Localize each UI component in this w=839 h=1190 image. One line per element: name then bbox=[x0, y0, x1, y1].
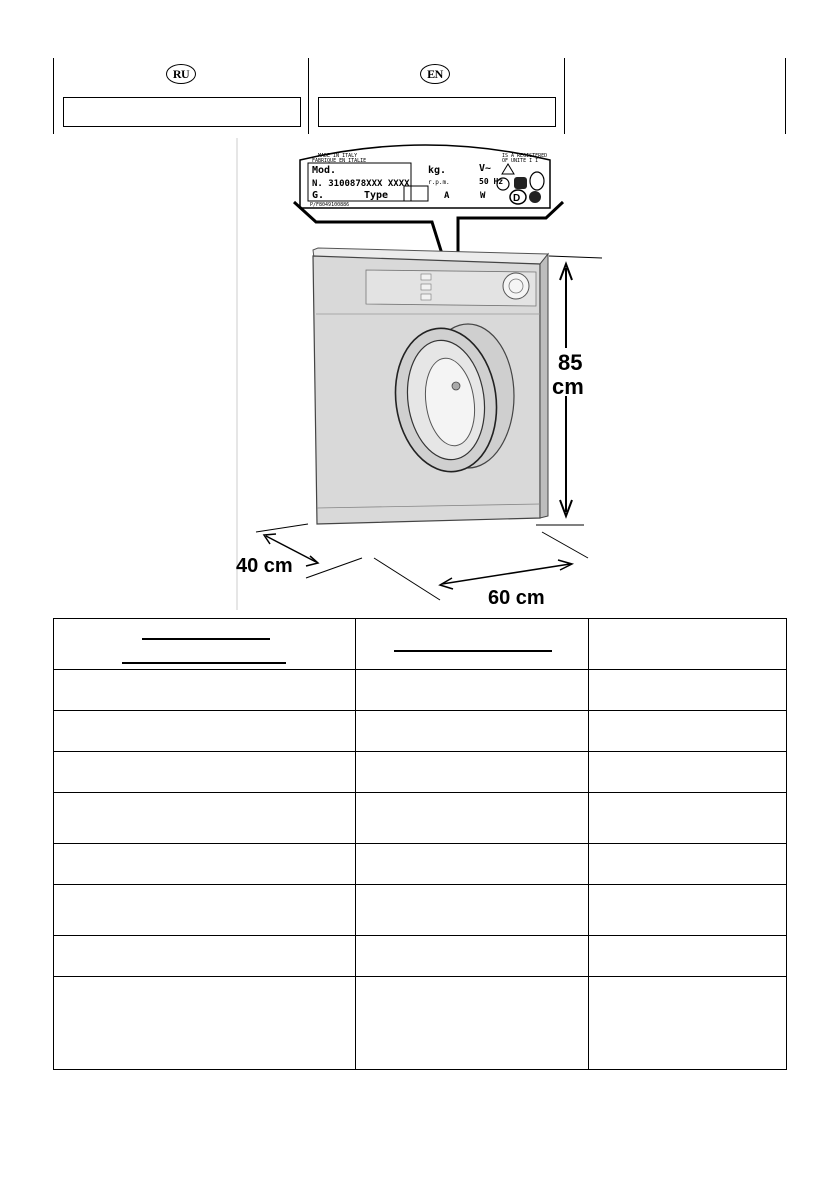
header-divider-1 bbox=[308, 58, 309, 134]
table-cell bbox=[356, 977, 589, 1070]
lang-title-box-en bbox=[318, 97, 556, 127]
d-mark-text: D bbox=[513, 193, 521, 204]
label-fabrique: FABRIQUE EN ITALIE bbox=[312, 158, 367, 164]
label-kg: kg. bbox=[428, 165, 447, 176]
table-row bbox=[54, 977, 787, 1070]
rating-plate bbox=[300, 145, 550, 208]
width-dimension bbox=[374, 532, 588, 609]
lang-badge-en bbox=[420, 64, 450, 84]
table-cell bbox=[54, 977, 356, 1070]
table-cell bbox=[54, 711, 356, 752]
table-cell bbox=[356, 844, 589, 885]
table-header-row bbox=[54, 619, 787, 670]
table-cell bbox=[54, 885, 356, 936]
table-cell bbox=[589, 936, 787, 977]
label-hz: 50 Hz bbox=[479, 177, 504, 186]
table-cell bbox=[356, 670, 589, 711]
cert-dark-icon bbox=[529, 191, 541, 203]
table-row bbox=[54, 711, 787, 752]
depth-value: 40 cm bbox=[236, 555, 293, 577]
cert-badge-icon bbox=[514, 177, 527, 189]
table-cell bbox=[356, 752, 589, 793]
header-divider-2 bbox=[564, 58, 565, 134]
table-cell bbox=[589, 793, 787, 844]
lang-code-en: EN bbox=[427, 66, 443, 81]
header-divider-left bbox=[53, 58, 54, 134]
header-divider-right bbox=[785, 58, 786, 134]
table-cell bbox=[589, 844, 787, 885]
table-cell bbox=[589, 670, 787, 711]
label-volt: V~ bbox=[479, 163, 492, 174]
lang-title-box-ru bbox=[63, 97, 301, 127]
table-cell bbox=[356, 793, 589, 844]
table-cell bbox=[54, 752, 356, 793]
table-cell bbox=[589, 977, 787, 1070]
width-value: 60 cm bbox=[488, 587, 545, 609]
table-cell bbox=[356, 711, 589, 752]
spec-table bbox=[53, 618, 787, 1070]
table-cell bbox=[54, 670, 356, 711]
washing-machine bbox=[313, 248, 548, 524]
lang-badge-ru bbox=[166, 64, 196, 84]
height-unit: cm bbox=[552, 374, 584, 399]
table-cell bbox=[54, 936, 356, 977]
header-cell bbox=[54, 619, 356, 670]
label-mod: Mod. bbox=[312, 165, 337, 176]
table-cell bbox=[589, 752, 787, 793]
table-cell bbox=[356, 936, 589, 977]
label-watt: W bbox=[480, 191, 486, 201]
label-rpm: r.p.m. bbox=[428, 179, 450, 186]
header-cell bbox=[589, 619, 787, 670]
table-cell bbox=[54, 793, 356, 844]
table-cell bbox=[54, 844, 356, 885]
table-cell bbox=[589, 885, 787, 936]
label-amp: A bbox=[444, 191, 450, 201]
table-row bbox=[54, 844, 787, 885]
table-row bbox=[54, 793, 787, 844]
table-row bbox=[54, 752, 787, 793]
label-g: G. bbox=[312, 190, 325, 201]
label-serial: N. 3100878XXX XXXX bbox=[312, 179, 410, 189]
label-made-in: MADE IN ITALY bbox=[318, 153, 358, 159]
header-cell bbox=[356, 619, 589, 670]
table-row bbox=[54, 936, 787, 977]
table-cell bbox=[356, 885, 589, 936]
height-value: 85 bbox=[558, 350, 583, 375]
label-type: Type bbox=[364, 190, 389, 201]
depth-dimension bbox=[236, 524, 362, 578]
table-row bbox=[54, 885, 787, 936]
label-registered-2: OF UNITE I I bbox=[502, 158, 539, 164]
label-registered-1: IS A REGISTERED bbox=[502, 153, 548, 159]
label-code: P/F8049100886 bbox=[310, 202, 350, 208]
table-cell bbox=[589, 711, 787, 752]
table-row bbox=[54, 670, 787, 711]
washing-machine-illustration bbox=[236, 138, 616, 610]
lang-code-ru: RU bbox=[172, 66, 190, 81]
